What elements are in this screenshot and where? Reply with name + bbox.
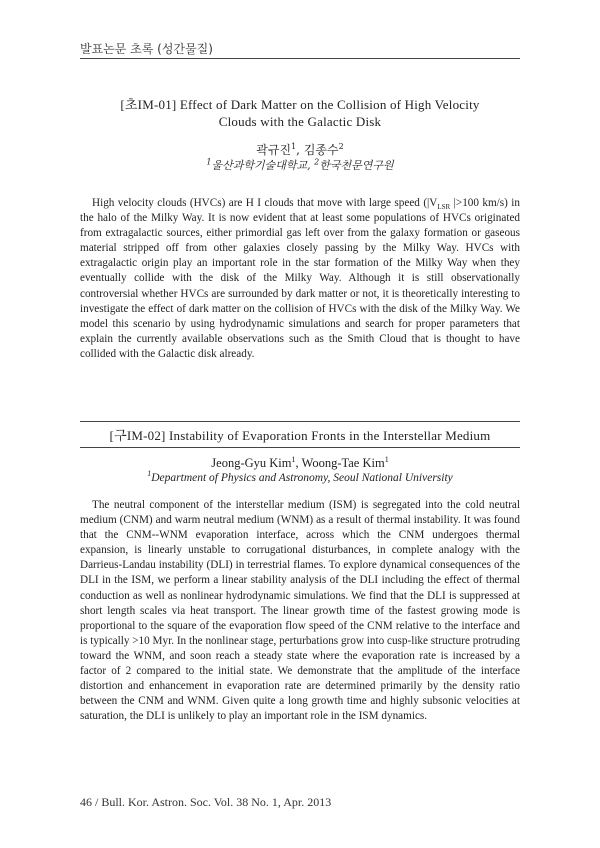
abstract-1-title xyxy=(80,96,520,130)
abstract-2-body: The neutral component of the interstellar medium (ISM) is segregated into the cold neutral medium (CNM) and warm neutral medium (WNM) as a result of thermal instability. It was found that the CNM--WNM evaporation interface, across which the CNM undergoes thermal expansion, is linearly unstable to corrugational disturbances, in complete analogy with the Darrieus-Landau instability (DLI) in terrestrial flames. To explore dynamical consequences of the DLI in the ISM, we perform a linear stability analysis of the DLI including the effect of thermal conduction as well as nonlinear hydrodynamic simulations. We find that the DLI is suppressed at short length scales via heat transport. The linear growth time of the fastest growing mode is proportional to the square of the evaporation flow speed of the CNM relative to the interface and is typically >10 Myr. In the nonlinear stage, perturbations grow into cusp-like structure protruding toward the WNM, and soon reach a steady state where the evaporation rate is increased by a factor of 2 compared to the initial state. We demonstrate that the amplitude of the interface distortion and enhancement in evaporation rate are determined primarily by the density ratio between the CNM and WNM. Given quite a long growth time and highly subsonic velocities at saturation, the DLI is unlikely to play an important role in the ISM dynamics. xyxy=(80,499,520,723)
abstract-1-body-part2: |>100 km/s) in the halo of the Milky Way. It is now evident that at least some populations of HVCs originated from extragalactic sources, either primordial gas left over from the galaxy formation or gaseous material stripped off from other galaxies closely passing by the Milky Way. HVCs with extragalactic origin play an important role in the star formation of the Milky Way when they eventually collide with the disk of the Milky Way. Although it is still observationally controversial whether HVCs are surrounded by dark matter or not, it is theoretically interesting to investigate the effect of dark matter on the collision of HVCs with the disk of the Milky Way. We model this scenario by using hydrodynamic simulations and search for proper parameters that explain the currently available observations such as the Smith Cloud that is thought to have collided with the Galactic disk already. xyxy=(80,197,520,360)
author-affil-mark: 1 xyxy=(384,454,389,464)
affil-mark: 2 xyxy=(314,157,320,167)
author-name: Woong-Tae Kim xyxy=(301,456,385,470)
abstract-1-title-line2: Clouds with the Galactic Disk xyxy=(218,114,382,129)
affiliation: 울산과학기술대학교, xyxy=(211,159,311,172)
affil-mark: 1 xyxy=(147,469,152,479)
running-header: 발표논문 초록 (성간물질) xyxy=(80,42,213,56)
author-affil-mark: 1 xyxy=(291,142,297,151)
author-name: 김종수 xyxy=(303,143,339,157)
abstract-2-title-rule xyxy=(80,447,520,448)
abstract-1-body xyxy=(80,196,520,362)
author-separator: , xyxy=(295,456,302,470)
affil-mark: 1 xyxy=(206,157,212,167)
author-name: 곽규진 xyxy=(256,143,292,157)
abstract-2-affiliation xyxy=(80,471,520,486)
affiliation: 한국천문연구원 xyxy=(319,159,394,172)
page-footer-citation: 46 / Bull. Kor. Astron. Soc. Vol. 38 No. 1, Apr. 2013 xyxy=(80,795,332,809)
header-rule xyxy=(80,58,520,59)
abstract-1-authors xyxy=(80,142,520,158)
abstract-2-top-rule xyxy=(80,421,520,422)
affiliation: Department of Physics and Astronomy, Seoul National University xyxy=(151,472,453,484)
author-name: Jeong-Gyu Kim xyxy=(211,456,292,470)
abstract-2-authors xyxy=(80,455,520,471)
abstract-1-title-line1: [초IM-01] Effect of Dark Matter on the Collision of High Velocity xyxy=(120,97,480,112)
abstract-1-affiliations xyxy=(80,158,520,173)
abstract-1-body-part1: High velocity clouds (HVCs) are H I clouds that move with large speed (|V xyxy=(92,197,438,209)
author-affil-mark: 2 xyxy=(338,142,344,151)
vlsr-subscript: LSR xyxy=(437,203,451,212)
abstract-2-title: [구IM-02] Instability of Evaporation Fronts in the Interstellar Medium xyxy=(109,428,491,443)
author-separator: , xyxy=(296,143,304,157)
author-affil-mark: 1 xyxy=(291,454,296,464)
